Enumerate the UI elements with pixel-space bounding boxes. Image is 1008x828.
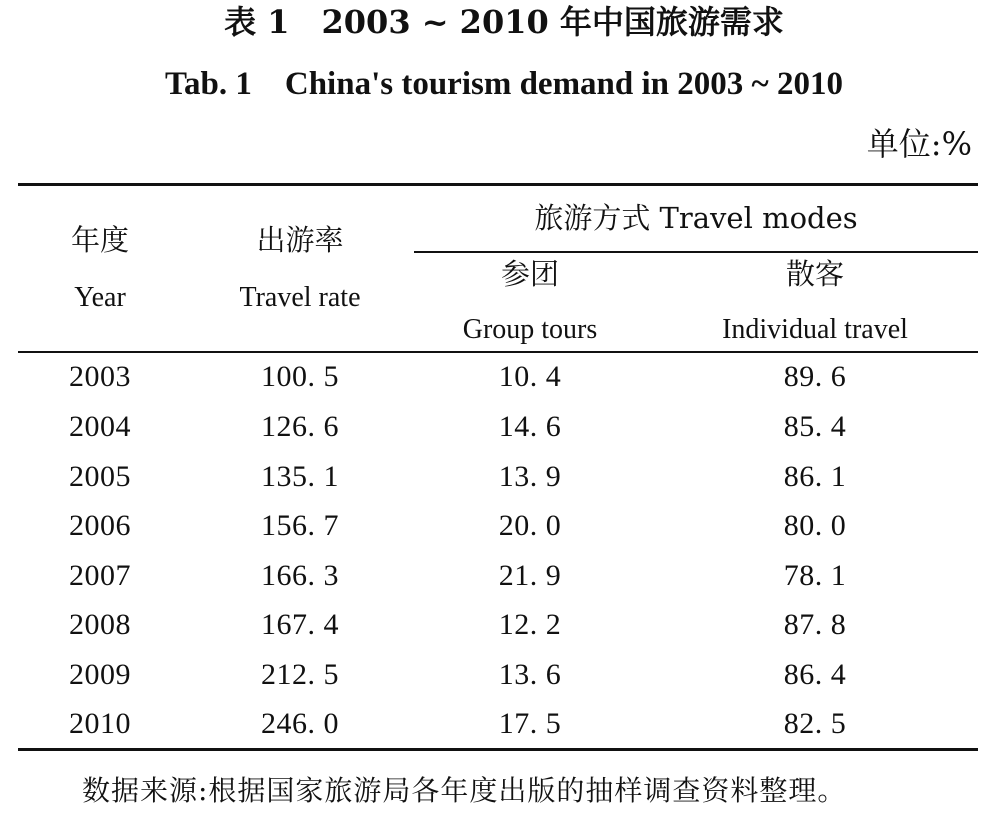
cell-group-tours: 10. 4 xyxy=(498,360,562,393)
table-source-note: 数据来源:根据国家旅游局各年度出版的抽样调查资料整理。 xyxy=(82,774,847,807)
header-rate-en: Travel rate xyxy=(239,282,361,313)
cell-individual-travel: 86. 4 xyxy=(783,658,847,691)
unit-label: 单位:% xyxy=(866,125,972,163)
cell-year: 2009 xyxy=(69,658,131,691)
table-bottom-rule xyxy=(18,748,978,751)
cell-year: 2010 xyxy=(69,707,131,740)
cell-group-tours: 13. 9 xyxy=(498,460,562,493)
cell-year: 2007 xyxy=(69,559,131,592)
header-group-en: Group tours xyxy=(462,314,598,345)
cell-individual-travel: 89. 6 xyxy=(783,360,847,393)
cell-travel-rate: 212. 5 xyxy=(261,658,339,691)
cell-travel-rate: 126. 6 xyxy=(261,410,339,443)
cell-individual-travel: 86. 1 xyxy=(783,460,847,493)
travel-modes-span-rule xyxy=(414,251,978,253)
cell-individual-travel: 82. 5 xyxy=(783,707,847,740)
cell-travel-rate: 135. 1 xyxy=(261,460,339,493)
cell-individual-travel: 87. 8 xyxy=(783,608,847,641)
header-rate-cn: 出游率 xyxy=(256,223,344,257)
cell-group-tours: 12. 2 xyxy=(498,608,562,641)
header-group-cn: 参团 xyxy=(500,257,559,291)
cell-year: 2005 xyxy=(69,460,131,493)
cell-year: 2004 xyxy=(69,410,131,443)
cell-group-tours: 14. 6 xyxy=(498,410,562,443)
cell-year: 2003 xyxy=(69,360,131,393)
table-title-en: Tab. 1 China's tourism demand in 2003 ~ 2010 xyxy=(165,66,843,102)
table-header-rule xyxy=(18,351,978,353)
cell-group-tours: 20. 0 xyxy=(498,509,562,542)
table-top-rule xyxy=(18,183,978,186)
cell-group-tours: 13. 6 xyxy=(498,658,562,691)
header-indiv-cn: 散客 xyxy=(785,257,844,291)
cell-travel-rate: 246. 0 xyxy=(261,707,339,740)
cell-travel-rate: 100. 5 xyxy=(261,360,339,393)
header-travel-modes: 旅游方式 Travel modes xyxy=(534,201,858,235)
cell-year: 2008 xyxy=(69,608,131,641)
header-year-en: Year xyxy=(74,282,126,313)
cell-individual-travel: 80. 0 xyxy=(783,509,847,542)
cell-travel-rate: 166. 3 xyxy=(261,559,339,592)
cell-individual-travel: 78. 1 xyxy=(783,559,847,592)
header-year-cn: 年度 xyxy=(70,223,129,257)
cell-travel-rate: 156. 7 xyxy=(261,509,339,542)
header-indiv-en: Individual travel xyxy=(722,314,908,345)
cell-individual-travel: 85. 4 xyxy=(783,410,847,443)
cell-travel-rate: 167. 4 xyxy=(261,608,339,641)
cell-group-tours: 17. 5 xyxy=(498,707,562,740)
table-title-cn: 表 1 2003 ~ 2010 年中国旅游需求 xyxy=(224,3,784,41)
cell-group-tours: 21. 9 xyxy=(498,559,562,592)
cell-year: 2006 xyxy=(69,509,131,542)
